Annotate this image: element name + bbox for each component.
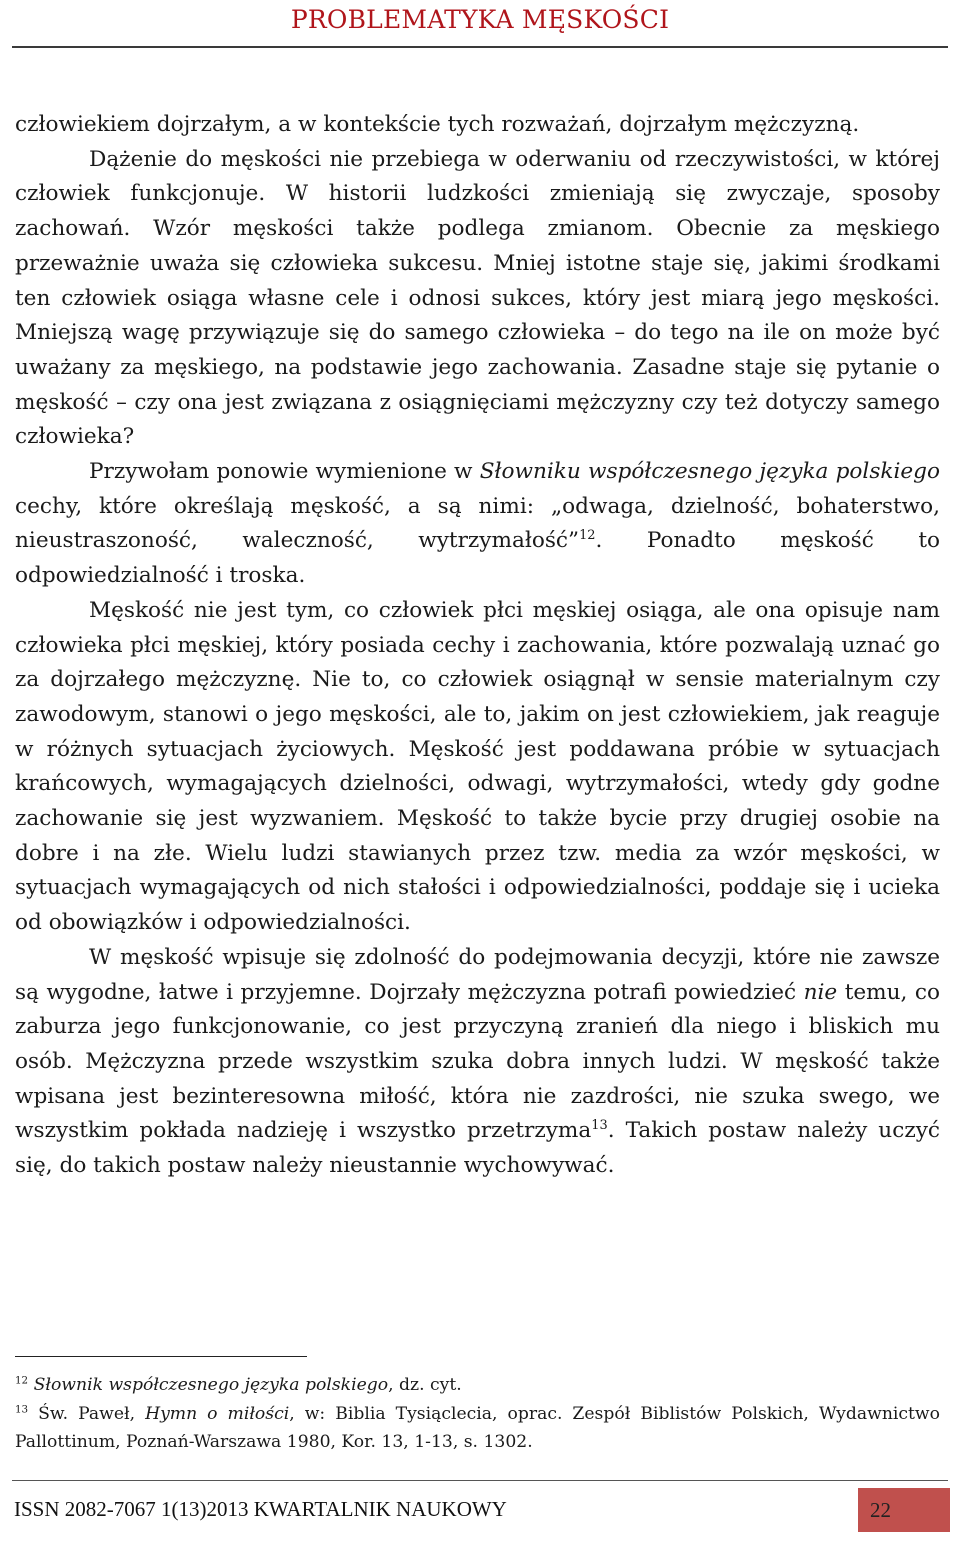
paragraph-3 bbox=[15, 455, 940, 594]
footnote-13-title: Hymn o miłości bbox=[145, 1403, 290, 1424]
footnote-13-text-b: , w: Biblia Tysiąclecia, oprac. Zespół Biblistów Polskich, Wydawnictwo Pallottinum, Poznań-Warszawa 1980, Kor. 13, 1-13, s. 1302. bbox=[15, 1403, 940, 1452]
footer-issn: ISSN 2082-7067 1(13)2013 KWARTALNIK NAUKOWY bbox=[14, 1497, 507, 1521]
footnote-12-number: 12 bbox=[15, 1374, 29, 1387]
footer-divider bbox=[12, 1480, 948, 1481]
emphasis-nie: nie bbox=[803, 979, 838, 1005]
footnote-ref-13[interactable]: 13 bbox=[591, 1118, 608, 1134]
paragraph-3-text-b: cechy, które określają męskość, a są nimi: „odwaga, dzielność, bohaterstwo, nieustraszoność, waleczność, wytrzymałość” bbox=[15, 493, 940, 554]
paragraph-4 bbox=[15, 594, 940, 941]
running-header: PROBLEMATYKA MĘSKOŚCI bbox=[290, 5, 670, 34]
footnote-12 bbox=[15, 1371, 940, 1400]
paragraph-5 bbox=[15, 941, 940, 1184]
paragraph-5-text-b: temu, co zaburza jego funkcjonowanie, co jest przyczyną zranień dla niego i bliskich mu osób. Mężczyzna przede wszystkim szuka dobra innych ludzi. W męskość także wpisana jest bezinteresowna miłość, która nie zazdrości, nie szuka swego, we wszystkim pokłada nadzieję i wszystko przetrzyma bbox=[15, 979, 941, 1144]
footnote-13 bbox=[15, 1400, 940, 1457]
paragraph-2-text: Dążenie do męskości nie przebiega w oderwaniu od rzeczywistości, w której człowiek funkcjonuje. W historii ludzkości zmieniają się zwyczaje, sposoby zachowań. Wzór męskości także podlega zmianom. Obecnie za męskiego przeważnie uważa się człowieka sukcesu. Mniej istotne staje się, jakimi środkami ten człowiek osiąga własne cele i odnosi sukces, który jest miarą jego męskości. Mniejszą wagę przywiązuje się do samego człowieka – do tego na ile on może być uważany za męskiego, na podstawie jego zachowania. Zasadne staje się pytanie o męskość – czy ona jest związana z osiągnięciami mężczyzny czy też dotyczy samego człowieka? bbox=[15, 146, 940, 450]
paragraph-2 bbox=[15, 143, 940, 455]
footnote-12-rest: , dz. cyt. bbox=[388, 1375, 462, 1395]
paragraph-3-text-c: . Ponadto męskość to odpowiedzialność i troska. bbox=[15, 528, 940, 589]
footnote-12-title: Słownik współczesnego języka polskiego bbox=[33, 1375, 389, 1395]
paragraph-5-text-a: W męskość wpisuje się zdolność do podejmowania decyzji, które nie zawsze są wygodne, łatwe i przyjemne. Dojrzały mężczyzna potrafi powiedzieć bbox=[15, 944, 940, 1005]
dictionary-title: Słowniku współczesnego języka polskiego bbox=[479, 459, 940, 485]
main-text bbox=[15, 108, 940, 1184]
footnote-ref-12[interactable]: 12 bbox=[579, 528, 596, 544]
footnotes bbox=[15, 1371, 940, 1457]
footnote-13-text-a: Św. Paweł, bbox=[38, 1403, 146, 1424]
footnote-13-number: 13 bbox=[15, 1402, 29, 1415]
paragraph-1 bbox=[15, 108, 940, 143]
page-number: 22 bbox=[858, 1488, 950, 1532]
paragraph-1-text: człowiekiem dojrzałym, a w kontekście tych rozważań, dojrzałym mężczyzną. bbox=[15, 112, 860, 137]
paragraph-4-text: Męskość nie jest tym, co człowiek płci męskiej osiąga, ale ona opisuje nam człowieka płci męskiej, który posiada cechy i zachowania, które pozwalają uznać go za dojrzałego mężczyznę. Nie to, co człowiek osiągnął w sensie materialnym czy zawodowym, stanowi o jego męskości, ale to, jakim on jest człowiekiem, jak reaguje w różnych sytuacjach życiowych. Męskość jest poddawana próbie w sytuacjach krańcowych, wymagających dzielności, odwagi, wytrzymałości, wtedy gdy godne zachowanie się jest wyzwaniem. Męskość to także bycie przy drugiej osobie na dobre i na złe. Wielu ludzi stawianych przez tzw. media za wzór męskości, w sytuacjach wymagających od nich stałości i odpowiedzialności, poddaje się i ucieka od obowiązków i odpowiedzialności. bbox=[15, 597, 940, 936]
footnote-divider bbox=[15, 1356, 307, 1357]
header-divider bbox=[12, 46, 948, 48]
paragraph-3-text-a: Przywołam ponowie wymienione w bbox=[89, 459, 480, 485]
paragraph-5-text-c: . Takich postaw należy uczyć się, do takich postaw należy nieustannie wychowywać. bbox=[15, 1118, 940, 1179]
